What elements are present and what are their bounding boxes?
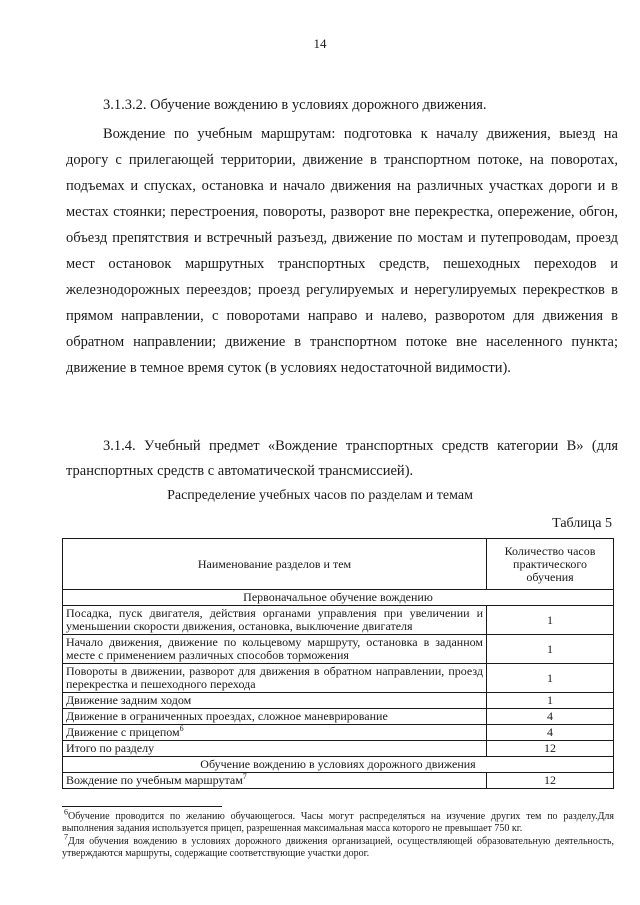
footnote [62, 832, 614, 860]
topic-hours: 1 [487, 635, 614, 664]
topic-name: Начало движения, движение по кольцевому маршруту, остановка в заданном месте с применением различных способов торможения [63, 635, 487, 664]
topic-hours: 12 [487, 773, 614, 789]
topic-name-text: Вождение по учебным маршрутам [66, 773, 243, 787]
total-hours: 12 [487, 741, 614, 757]
subject-heading: 3.1.4. Учебный предмет «Вождение транспортных средств категории B» (для транспортных средств с автоматической трансмиссией). [66, 438, 618, 479]
section-heading: 3.1.3.2. Обучение вождению в условиях дорожного движения. [103, 97, 487, 113]
topic-name: Повороты в движении, разворот для движения в обратном направлении, проезд перекрестка и пешеходного перехода [63, 664, 487, 693]
section-title: Обучение вождению в условиях дорожного движения [63, 757, 614, 773]
table-row [63, 773, 614, 789]
footnote-ref: 6 [179, 724, 184, 733]
topic-hours: 4 [487, 725, 614, 741]
footnotes [62, 807, 614, 861]
topic-hours: 1 [487, 693, 614, 709]
topic-name-text: Движение с прицепом [66, 725, 180, 739]
table-row [63, 635, 614, 664]
topic-name: Движение в ограниченных проездах, сложное маневрирование [63, 709, 487, 725]
footnote-divider [62, 806, 222, 807]
table-row [63, 664, 614, 693]
total-row [63, 741, 614, 757]
footnote-mark: 7 [64, 832, 68, 842]
table-row [63, 709, 614, 725]
topic-name [63, 773, 487, 789]
total-label: Итого по разделу [63, 741, 487, 757]
table-header-row [63, 539, 614, 590]
topic-hours: 1 [487, 606, 614, 635]
table-row [63, 693, 614, 709]
topic-name: Движение задним ходом [63, 693, 487, 709]
footnote-text: Обучение проводится по желанию обучающегося. Часы могут распределяться на изучение других тем по разделу.Для выполнения задания используется прицеп, разрешенная максимальная масса которого не превышает 750 кг. [62, 811, 614, 834]
page-number: 14 [313, 36, 327, 51]
topic-hours: 1 [487, 664, 614, 693]
body-paragraph: Вождение по учебным маршрутам: подготовка к началу движения, выезд на дорогу с прилегающей территории, движение в транспортном потоке, на поворотах, подъемах и спусках, остановка и начало движения на различных участках дороги и в местах стоянки; перестроения, повороты, разворот вне перекрестка, опережение, обгон, объезд препятствия и встречный разъезд, движение по мостам и путепроводам, проезд мест остановок маршрутных транспортных средств, пешеходных переходов и железнодорожных переездов; проезд регулируемых и нерегулируемых перекрестков в прямом направлении, с поворотами направо и налево, разворотом для движения в обратном направлении; движение в транспортном потоке вне населенного пункта; движение в темное время суток (в условиях недостаточной видимости). [66, 126, 618, 376]
section-title: Первоначальное обучение вождению [63, 590, 614, 606]
table-row [63, 606, 614, 635]
table-label: Таблица 5 [552, 516, 612, 531]
footnote-ref: 7 [242, 772, 247, 781]
section-row [63, 590, 614, 606]
hours-table [62, 538, 614, 789]
topic-hours: 4 [487, 709, 614, 725]
topic-name: Посадка, пуск двигателя, действия органами управления при увеличении и уменьшении скорости движения, остановка, выключение двигателя [63, 606, 487, 635]
header-count: Количество часов практического обучения [487, 539, 614, 590]
table-row [63, 725, 614, 741]
section-row [63, 757, 614, 773]
header-name: Наименование разделов и тем [63, 539, 487, 590]
table-caption: Распределение учебных часов по разделам и темам [167, 488, 473, 503]
footnote [62, 807, 614, 835]
footnote-text: Для обучения вождению в условиях дорожного движения организацией, осуществляющей образовательную деятельность, утверждаются маршруты, содержащие соответствующие участки дорог. [62, 836, 614, 859]
topic-name [63, 725, 487, 741]
footnote-mark: 6 [64, 807, 68, 817]
